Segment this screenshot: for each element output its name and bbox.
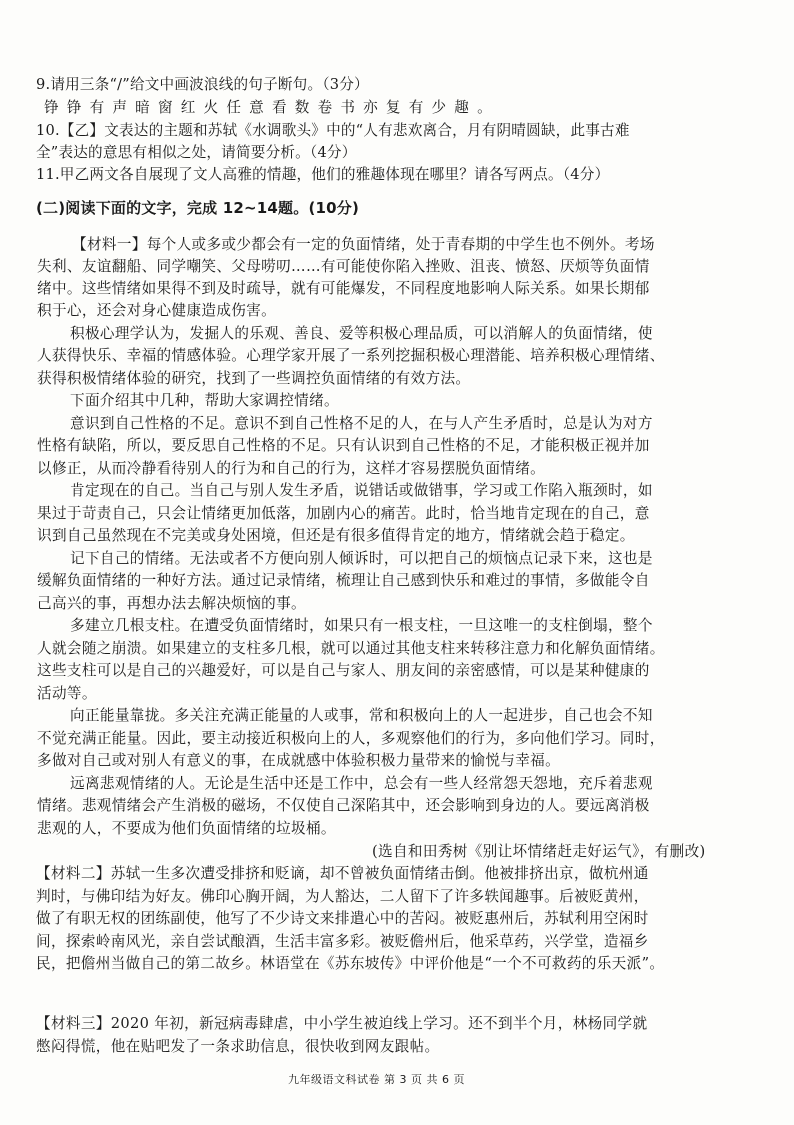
material-1-line: 向正能量靠拢。多关注充满正能量的人或事，常和积极向上的人一起进步，自己也会不知 xyxy=(70,707,653,724)
material-1-source: (选自和田秀树《别让坏情绪赶走好运气》，有删改) xyxy=(372,843,706,860)
question-10-line-2: 全”表达的意思有相似之处，请简要分析。（4分） xyxy=(36,144,357,161)
question-11: 11.甲乙两文各自展现了文人高雅的情趣，他们的雅趣体现在哪里？请各写两点。（4分） xyxy=(36,166,610,183)
material-1-line: 不觉充满正能量。因此，要主动接近积极向上的人，多观察他们的行为，多向他们学习。同时， xyxy=(37,730,665,747)
material-1-line: 记下自己的情绪。无法或者不方便向别人倾诉时，可以把自己的烦恼点记录下来，这也是 xyxy=(70,550,653,567)
material-1-line: 意识到自己性格的不足。意识不到自己性格不足的人，在与人产生矛盾时，总是认为对方 xyxy=(70,415,653,432)
page-footer: 九年级语文科试卷 第 3 页 共 6 页 xyxy=(288,1073,465,1086)
material-1-line: 积于心，还会对身心健康造成伤害。 xyxy=(37,302,277,319)
material-1-line: 己高兴的事，再想办法去解决烦恼的事。 xyxy=(37,595,306,612)
material-1-line: 多建立几根支柱。在遭受负面情绪时，如果只有一根支柱，一旦这唯一的支柱倒塌，整个 xyxy=(70,617,653,634)
material-1-line: 缓解负面情绪的一种好方法。通过记录情绪，梳理让自己感到快乐和难过的事情，多做能令自 xyxy=(37,572,650,589)
material-2-line: 判时，与佛印结为好友。佛印心胸开阔，为人豁达，二人留下了许多轶闻趣事。后被贬黄州， xyxy=(36,888,649,905)
question-9-sentence: 铮铮有声暗窗红火任意看数卷书亦复有少趣。 xyxy=(44,99,500,116)
question-10-line-1: 10.【乙】文表达的主题和苏轼《水调歌头》中的“人有悲欢离合，月有阴晴圆缺，此事古难 xyxy=(36,122,630,139)
material-1-line: 活动等。 xyxy=(37,685,97,702)
material-1-line: 失利、友谊翻船、同学嘲笑、父母唠叨……有可能使你陷入挫败、沮丧、愤怒、厌烦等负面情 xyxy=(37,258,650,275)
material-1-line: 识到自己虽然现在不完美或身处困境，但还是有很多值得肯定的地方，情绪就会趋于稳定。 xyxy=(37,527,635,544)
material-1-line: 下面介绍其中几种，帮助大家调控情绪。 xyxy=(70,392,339,409)
material-1-line: 【材料一】每个人或多或少都会有一定的负面情绪，处于青春期的中学生也不例外。考场 xyxy=(72,236,655,253)
material-3-line: 憋闷得慌，他在贴吧发了一条求助信息，很快收到网友跟帖。 xyxy=(36,1038,440,1055)
question-9-prompt: 9.请用三条“/”给文中画波浪线的句子断句。（3分） xyxy=(36,76,369,93)
material-1-line: 人获得快乐、幸福的情感体验。心理学家开展了一系列挖掘积极心理潜能、培养积极心理情绪、 xyxy=(37,347,665,364)
material-1-line: 积极心理学认为，发掘人的乐观、善良、爱等积极心理品质，可以消解人的负面情绪，使 xyxy=(70,325,653,342)
material-2-line: 间，探索岭南风光，亲自尝试酿酒，生活丰富多彩。被贬儋州后，他采草药，兴学堂，造福乡 xyxy=(36,933,649,950)
material-1-line: 绪中。这些情绪如果得不到及时疏导，就有可能爆发，不同程度地影响人际关系。如果长期郁 xyxy=(37,280,650,297)
material-1-line: 人就会随之崩溃。如果建立的支柱多几根，就可以通过其他支柱来转移注意力和化解负面情绪。 xyxy=(37,640,665,657)
material-1-line: 获得积极情绪体验的研究，找到了一些调控负面情绪的有效方法。 xyxy=(37,370,471,387)
material-1-line: 肯定现在的自己。当自己与别人发生矛盾，说错话或做错事，学习或工作陷入瓶颈时，如 xyxy=(70,482,653,499)
material-1-line: 远离悲观情绪的人。无论是生活中还是工作中，总会有一些人经常怨天怨地，充斥着悲观 xyxy=(70,775,653,792)
material-1-line: 性格有缺陷，所以，要反思自己性格的不足。只有认识到自己性格的不足，才能积极正视并加 xyxy=(37,437,650,454)
material-2-line: 做了有职无权的团练副使，他写了不少诗文来排遣心中的苦闷。被贬惠州后，苏轼利用空闲时 xyxy=(36,910,649,927)
material-3-line: 【材料三】2020 年初，新冠病毒肆虐，中小学生被迫线上学习。还不到半个月，林杨同学就 xyxy=(36,1015,648,1032)
material-1-line: 果过于苛责自己，只会让情绪更加低落，加剧内心的痛苦。此时，恰当地肯定现在的自己，意 xyxy=(37,505,650,522)
material-1-line: 情绪。悲观情绪会产生消极的磁场，不仅使自己深陷其中，还会影响到身边的人。要远离消极 xyxy=(37,797,650,814)
material-1-line: 悲观的人，不要成为他们负面情绪的垃圾桶。 xyxy=(37,820,336,837)
material-2-line: 民，把儋州当做自己的第二故乡。林语堂在《苏东坡传》中评价他是“一个不可救药的乐天派”。 xyxy=(36,955,665,972)
material-1-line: 这些支柱可以是自己的兴趣爱好，可以是自己与家人、朋友间的亲密感情，可以是某种健康的 xyxy=(37,662,650,679)
section-2-heading: (二)阅读下面的文字，完成 12~14题。(10分) xyxy=(36,199,360,217)
material-2-line: 【材料二】苏轼一生多次遭受排挤和贬谪，却不曾被负面情绪击倒。他被排挤出京，做杭州通 xyxy=(36,865,649,882)
material-1-line: 多做对自己或对别人有意义的事，在成就感中体验积极力量带来的愉悦与幸福。 xyxy=(37,752,561,769)
material-1-line: 以修正，从而冷静看待别人的行为和自己的行为，这样才容易摆脱负面情绪。 xyxy=(37,460,546,477)
